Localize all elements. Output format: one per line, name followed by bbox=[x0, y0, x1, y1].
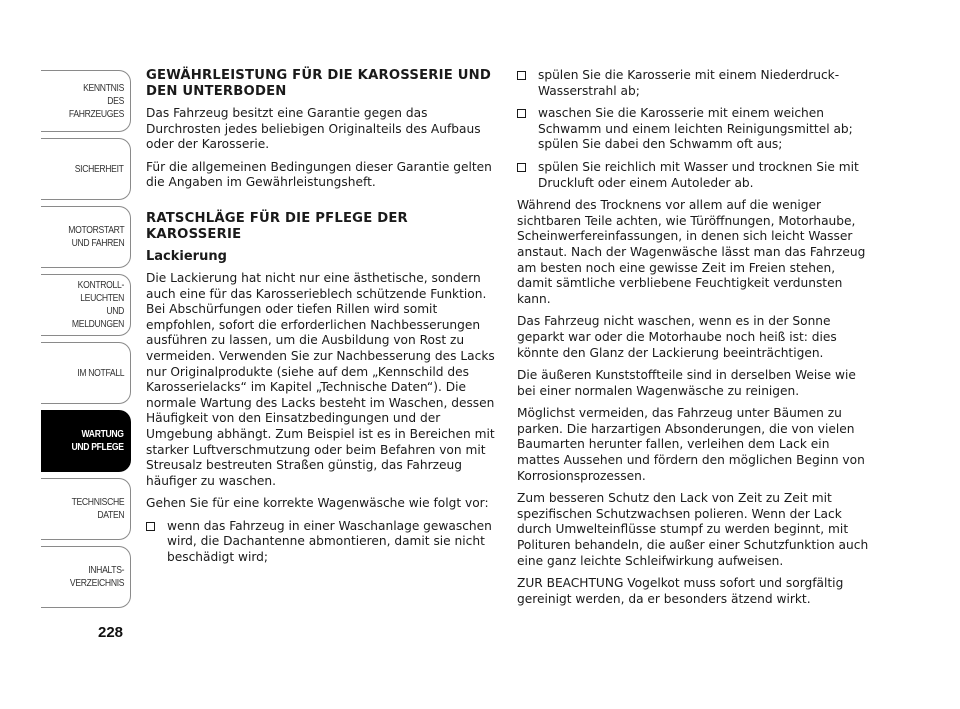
heading-warranty: GEWÄHRLEISTUNG FÜR DIE KAROSSERIE UND DEN UNTERBODEN bbox=[146, 68, 492, 99]
paragraph: Für die allgemeinen Bedingungen dieser Garantie gelten die Angaben im Gewährleistungsheft. bbox=[146, 159, 492, 190]
paragraph: Das Fahrzeug besitzt eine Garantie gegen das Durchrosten jedes beliebigen Originalteils des Aufbaus oder der Karosserie. bbox=[146, 106, 481, 152]
tab-im-notfall[interactable] bbox=[41, 342, 131, 404]
tab-label: KONTROLL- LEUCHTEN UND MELDUNGEN bbox=[71, 279, 124, 330]
left-column bbox=[146, 68, 496, 573]
tab-kontrollleuchten[interactable] bbox=[41, 274, 131, 336]
tab-sicherheit[interactable] bbox=[41, 138, 131, 200]
paragraph: Die äußeren Kunststoffteile sind in derselben Weise wie bei einer normalen Wagenwäsche zu reinigen. bbox=[517, 368, 856, 398]
tab-inhaltsverzeichnis[interactable] bbox=[41, 546, 131, 608]
note-paragraph: ZUR BEACHTUNG Vogelkot muss sofort und sorgfältig gereinigt werden, da er besonders ätzend wirkt. bbox=[517, 576, 844, 606]
tab-kenntnis-des-fahrzeuges[interactable] bbox=[41, 70, 131, 132]
tab-technische-daten[interactable] bbox=[41, 478, 131, 540]
page-number: 228 bbox=[98, 624, 124, 641]
tab-label: MOTORSTART UND FAHREN bbox=[67, 224, 124, 249]
paragraph: Gehen Sie für eine korrekte Wagenwäsche wie folgt vor: bbox=[146, 496, 489, 511]
list-item-text: spülen Sie die Karosserie mit einem Niederdruck-Wasserstrahl ab; bbox=[538, 68, 840, 98]
checkbox-bullet-icon bbox=[517, 109, 526, 118]
tab-label: KENNTNIS DES FAHRZEUGES bbox=[68, 81, 124, 120]
checkbox-bullet-icon bbox=[146, 522, 155, 531]
list-item bbox=[517, 160, 869, 191]
tab-motorstart-und-fahren[interactable] bbox=[41, 206, 131, 268]
checkbox-bullet-icon bbox=[517, 163, 526, 172]
heading-care-advice: RATSCHLÄGE FÜR DIE PFLEGE DER KAROSSERIE bbox=[146, 210, 408, 242]
tab-label: SICHERHEIT bbox=[75, 162, 124, 175]
tab-label: TECHNISCHE DATEN bbox=[71, 496, 124, 521]
tab-label: WARTUNG UND PFLEGE bbox=[71, 428, 124, 453]
list-item-text: wenn das Fahrzeug in einer Waschanlage gewaschen wird, die Dachantenne abmontieren, damit sie nicht beschädigt wird; bbox=[167, 518, 492, 565]
list-item bbox=[517, 68, 869, 99]
tab-label: INHALTS- VERZEICHNIS bbox=[69, 564, 124, 589]
checkbox-bullet-icon bbox=[517, 71, 526, 80]
paragraph: Zum besseren Schutz den Lack von Zeit zu Zeit mit spezifischen Schutzwachsen polieren. Wenn der Lack durch Umwelteinflüsse stumpf zu werden beginnt, mit Polituren behandeln, die außer einer Schutzfunktion auch eine ganz leichte Schleifwirkung aufweisen. bbox=[517, 491, 869, 568]
list-item bbox=[146, 519, 496, 566]
subheading-lackierung: Lackierung bbox=[146, 248, 227, 264]
list-item bbox=[517, 106, 869, 153]
tab-label: IM NOTFALL bbox=[77, 366, 124, 379]
paragraph: Das Fahrzeug nicht waschen, wenn es in der Sonne geparkt war oder die Motorhaube noch heiß ist: dies könnte den Glanz der Lackierung beeinträchtigen. bbox=[517, 314, 837, 360]
paragraph: Während des Trocknens vor allem auf die weniger sichtbaren Teile achten, wie Türöffnungen, Motorhaube, Scheinwerfereinfassungen, in denen sich leicht Wasser anstaut. Nach der Wagenwäsche lässt man das Fahrzeug am besten noch eine gewisse Zeit im Freien stehen, damit sämtliche verbliebene Feuchtigkeit verdunsten kann. bbox=[517, 198, 866, 306]
paragraph: Möglichst vermeiden, das Fahrzeug unter Bäumen zu parken. Die harzartigen Absonderungen, die von vielen Baumarten herunter fallen, verleihen dem Lack ein mattes Aussehen und fördern den möglichen Beginn von Korrosionsprozessen. bbox=[517, 406, 865, 483]
list-item-text: waschen Sie die Karosserie mit einem weichen Schwamm und einem leichten Reinigungsmittel ab; spülen Sie dabei den Schwamm oft aus; bbox=[538, 106, 853, 152]
right-column bbox=[517, 68, 869, 614]
tab-wartung-und-pflege[interactable] bbox=[41, 410, 131, 472]
list-item-text: spülen Sie reichlich mit Wasser und trocknen Sie mit Druckluft oder einem Autoleder ab. bbox=[538, 159, 859, 190]
paragraph: Die Lackierung hat nicht nur eine ästhetische, sondern auch eine für das Karosserieblech schützende Funktion. Bei Abschürfungen oder tiefen Rillen wird somit empfohlen, sofort die erforderlichen Nachbesserungen ausführen zu lassen, um die Ausbildung von Rost zu vermeiden. Verwenden Sie zur Nachbesserung des Lacks nur Originalprodukte (siehe auf dem „Kennschild des Karosserielacks“ im Kapitel „Technische Daten“). Die normale Wartung des Lacks besteht im Waschen, dessen Häufigkeit von den Einsatzbedingungen und der Umgebung abhängt. Zum Beispiel ist es in Bereichen mit starker Luftverschmutzung oder beim Befahren von mit Streusalz bestreuten Straßen günstig, das Fahrzeug häufiger zu waschen. bbox=[146, 270, 495, 488]
